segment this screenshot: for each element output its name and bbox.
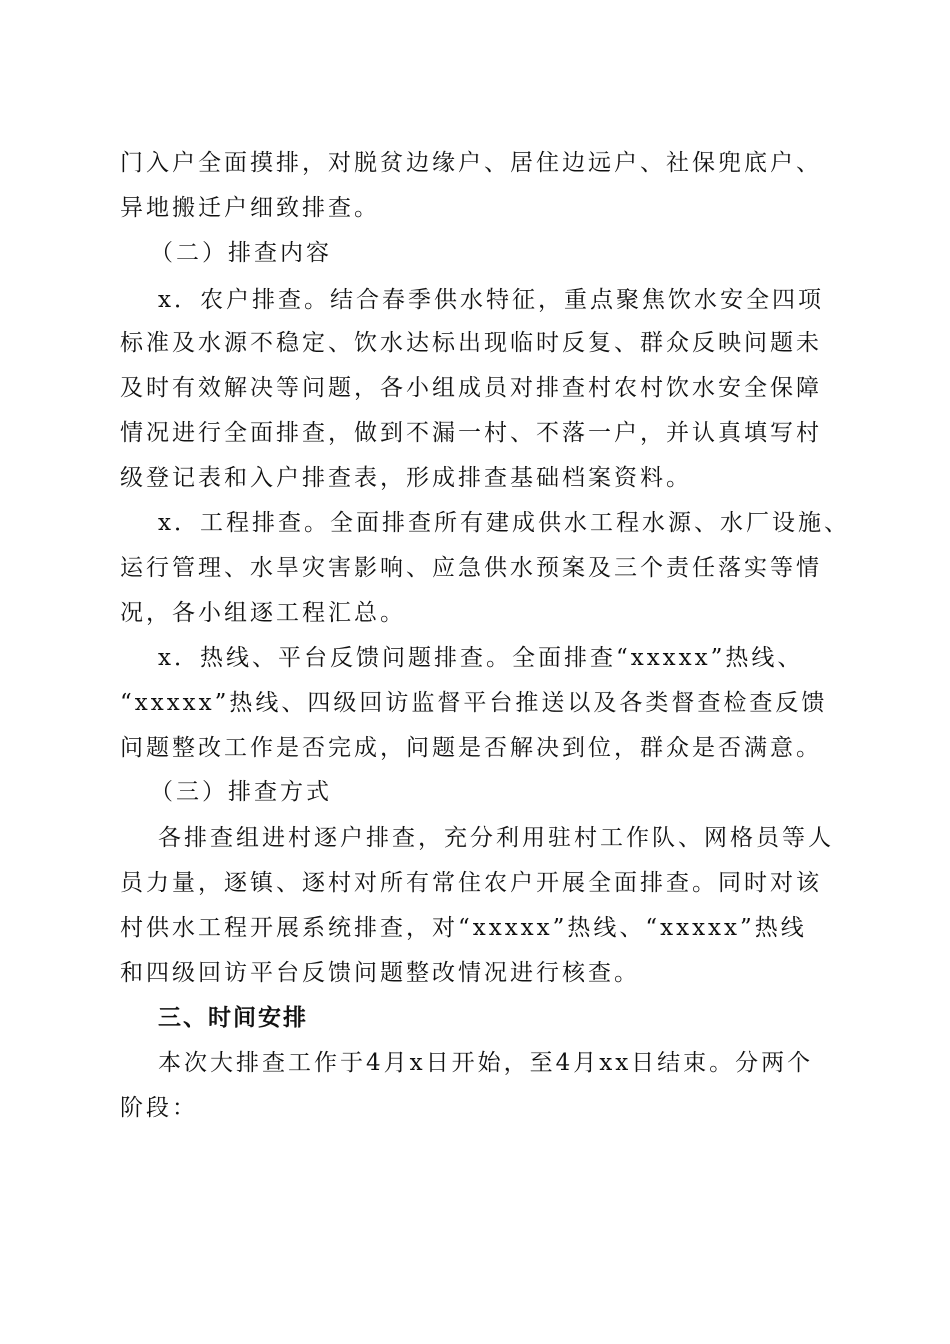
body-line: “xxxxx”热线、四级回访监督平台推送以及各类督查检查反馈 xyxy=(120,690,828,716)
body-line: 阶段： xyxy=(120,1095,198,1121)
body-line: 员力量，逐镇、逐村对所有常住农户开展全面排查。同时对该 xyxy=(120,870,822,896)
subheading-investigation-content: （二）排查内容 xyxy=(150,240,332,266)
section-heading-schedule: 三、时间安排 xyxy=(158,1005,308,1031)
body-line: 本次大排查工作于4月x日开始，至4月xx日结束。分两个 xyxy=(158,1050,814,1076)
body-line: x．农户排查。结合春季供水特征，重点聚焦饮水安全四项 xyxy=(158,287,824,313)
subheading-investigation-method: （三）排查方式 xyxy=(150,779,332,805)
body-line: x．热线、平台反馈问题排查。全面排查“xxxxx”热线、 xyxy=(158,645,804,671)
body-line: x．工程排查。全面排查所有建成供水工程水源、水厂设施、 xyxy=(158,510,850,536)
body-line: 运行管理、水旱灾害影响、应急供水预案及三个责任落实等情 xyxy=(120,555,822,581)
body-line: 级登记表和入户排查表，形成排查基础档案资料。 xyxy=(120,465,692,491)
body-line: 况，各小组逐工程汇总。 xyxy=(120,600,406,626)
body-line: 和四级回访平台反馈问题整改情况进行核查。 xyxy=(120,960,640,986)
body-line: 问题整改工作是否完成，问题是否解决到位，群众是否满意。 xyxy=(120,735,822,761)
body-line: 情况进行全面排查，做到不漏一村、不落一户，并认真填写村 xyxy=(120,420,822,446)
body-line: 标准及水源不稳定、饮水达标出现临时反复、群众反映问题未 xyxy=(120,330,822,356)
body-line: 村供水工程开展系统排查，对“xxxxx”热线、“xxxxx”热线 xyxy=(120,915,807,941)
body-line: 各排查组进村逐户排查，充分利用驻村工作队、网格员等人 xyxy=(158,825,834,851)
body-line: 门入户全面摸排，对脱贫边缘户、居住边远户、社保兜底户、 xyxy=(120,150,822,176)
body-line: 异地搬迁户细致排查。 xyxy=(120,195,380,221)
body-line: 及时有效解决等问题，各小组成员对排查村农村饮水安全保障 xyxy=(120,375,822,401)
